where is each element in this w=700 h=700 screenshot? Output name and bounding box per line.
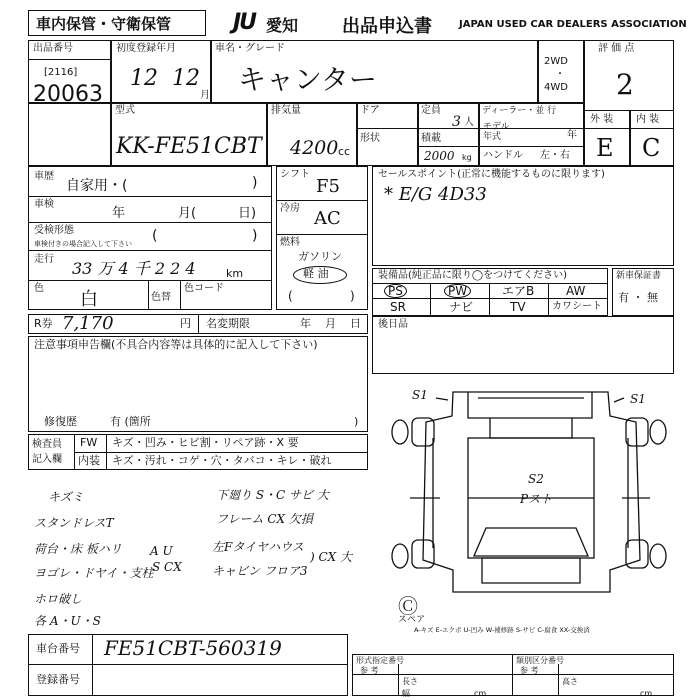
inspection-cert-close: ) xyxy=(252,228,258,244)
first-reg-month: 12 xyxy=(172,66,200,91)
fuel-gasoline: ガソリン xyxy=(298,250,342,263)
interior-label: 内 装 xyxy=(636,114,660,125)
sales-point-box xyxy=(372,166,674,266)
shift-label: シフト xyxy=(280,169,310,180)
mileage-unit: km xyxy=(226,267,244,280)
repair-close: ) xyxy=(354,415,359,428)
inspection-cert-label: 受検形態 xyxy=(34,225,74,236)
notice-label: 注意事項申告欄(不具合内容等は具体的に記入して下さい) xyxy=(34,338,318,351)
displacement-label: 排気量 xyxy=(271,105,301,116)
equipment-label: 装備品(純正品に限り◯をつけてください) xyxy=(378,270,567,281)
interior-value: C xyxy=(642,134,661,162)
org-name: 愛知 xyxy=(266,16,299,35)
note-left-5: ホロ破し xyxy=(34,592,83,606)
inspection-year: 年 xyxy=(112,206,126,221)
spare-label: スペア xyxy=(398,615,426,625)
accessories-box xyxy=(372,316,674,374)
note-left-3: 荷台・床 板ハリ xyxy=(34,542,122,556)
note-mid-1: A U xyxy=(150,544,173,558)
sales-point-value: * E/G 4D33 xyxy=(384,184,487,205)
displacement-unit: cc xyxy=(338,145,351,158)
name-change-month: 月 xyxy=(325,317,336,330)
equip-leather: カワシート xyxy=(552,301,602,312)
equip-sr: SR xyxy=(390,300,406,314)
inspection-label: 車検 xyxy=(34,199,54,210)
inspector-items-ext: キズ・凹み・ヒビ割・リペア跡・X 要 xyxy=(112,436,299,449)
lot-sub: [2116] xyxy=(44,67,78,78)
spec-r1: 形式指定番号 xyxy=(356,656,404,665)
doc-title: 出品申込書 xyxy=(342,16,432,37)
ju-logo: JU xyxy=(233,10,256,35)
sales-point-label: セールスポイント(正常に機能するものに限ります) xyxy=(378,169,605,180)
note-left-4: ヨゴレ・ドヤイ・支柱 xyxy=(34,566,154,580)
first-reg-month-unit: 月 xyxy=(200,90,210,101)
aircon-value: AC xyxy=(314,208,341,229)
first-reg-year: 12 xyxy=(130,66,158,91)
first-reg-label: 初度登録年月 xyxy=(116,43,176,54)
fuel-close: ) xyxy=(350,289,355,303)
color-value: 白 xyxy=(80,289,98,310)
repair-label: 修復歴 xyxy=(44,415,77,428)
exterior-value: E xyxy=(596,134,614,162)
spec-width: 幅 xyxy=(402,689,410,698)
handle-label: ハンドル xyxy=(483,150,523,161)
spec-cm-1: cm xyxy=(474,689,487,698)
drive-4wd: 4WD xyxy=(544,82,568,93)
equip-aw: AW xyxy=(566,284,586,298)
drive-dot: ・ xyxy=(555,69,565,80)
note-mid-2: S CX xyxy=(152,560,182,574)
capacity-label: 定員 xyxy=(421,105,441,116)
spare-mark: Ⓒ xyxy=(398,594,418,618)
inspector-label: 検査員 記入欄 xyxy=(32,439,62,465)
usage-value: 自家用・( xyxy=(66,178,128,194)
displacement-value: 4200 xyxy=(290,137,339,159)
spec-length: 長さ xyxy=(402,677,418,686)
inspection-day: 日) xyxy=(238,206,257,221)
year-unit: 年 xyxy=(567,130,577,141)
model-value: KK-FE51CBT xyxy=(116,134,262,159)
load-unit: kg xyxy=(462,153,472,162)
spec-r2: 類別区分番号 xyxy=(516,656,564,665)
accessories-label: 後日品 xyxy=(378,319,408,330)
note-left-6: 各 A・U・S xyxy=(34,614,101,628)
spec-height: 高さ xyxy=(562,677,578,686)
color-change-label: 色替 xyxy=(151,292,171,303)
recycle-value: 7,170 xyxy=(62,313,114,334)
inspection-month: 月( xyxy=(178,206,197,221)
usage-label: 車歴 xyxy=(34,171,54,182)
equip-pw xyxy=(444,284,471,298)
fuel-label: 燃料 xyxy=(280,237,300,248)
legend: A-キズ E-エクボ U-凹み W-補修跡 S-サビ C-腐食 XX-交換済 xyxy=(414,626,590,634)
note-left-1: キズミ xyxy=(48,490,84,504)
note-right-3: 左Fタイヤハウス xyxy=(212,540,304,554)
model-label: 型式 xyxy=(115,105,135,116)
mileage-label: 走行 xyxy=(34,254,54,265)
fuel-diesel-text: 軽 油 xyxy=(303,267,329,280)
color-label: 色 xyxy=(34,283,44,294)
exterior-label: 外 装 xyxy=(590,114,614,125)
inspector-items-int: キズ・汚れ・コゲ・穴・タバコ・キレ・破れ xyxy=(112,454,332,467)
equip-ps-text: PS xyxy=(384,284,407,298)
diagram-s2: S2 xyxy=(528,472,544,486)
equip-navi: ナビ xyxy=(449,300,474,314)
grade-label: 評 価 点 xyxy=(598,43,635,54)
note-right-2: フレーム CX 欠損 xyxy=(216,512,313,526)
repair-value: 有 (箇所 xyxy=(110,415,151,428)
car-name: キャンター xyxy=(238,63,377,96)
drive-2wd: 2WD xyxy=(544,56,568,67)
capacity-value: 3 xyxy=(452,114,461,130)
title-left: 車内保管・守衛保管 xyxy=(36,15,172,33)
usage-close: ) xyxy=(252,175,258,191)
diagram-s2-sub: Pスト xyxy=(520,492,553,506)
load-value: 2000 xyxy=(424,149,455,163)
diagram-s1-left: S1 xyxy=(412,388,428,402)
equip-ps xyxy=(384,284,407,298)
grade-value: 2 xyxy=(616,68,634,101)
reg-number-label: 登録番号 xyxy=(36,673,80,686)
fuel-paren: ( xyxy=(288,289,293,303)
warranty-label: 新車保証書 xyxy=(616,271,662,281)
diagram-s1-right: S1 xyxy=(630,392,646,406)
name-change-day: 日 xyxy=(350,317,361,330)
note-right-1: 下廻り S・C サビ 大 xyxy=(216,488,329,502)
lot-label: 出品番号 xyxy=(33,43,73,54)
spec-cm-2: cm xyxy=(640,689,653,698)
spec-r1b: 参 考 xyxy=(360,666,379,675)
equip-tv: TV xyxy=(510,300,526,314)
note-right-suffix: ) CX 大 xyxy=(310,550,353,564)
chassis-label: 車台番号 xyxy=(36,642,80,655)
recycle-label: R券 xyxy=(34,317,53,330)
inspection-cert-sub: 車検付きの場合記入して下さい xyxy=(34,240,132,248)
eng-title: JAPAN USED CAR DEALERS ASSOCIATION xyxy=(459,19,687,30)
dealer-label: ディーラー・並 行 xyxy=(482,106,557,116)
inspection-cert-paren: ( xyxy=(152,228,158,244)
warranty-options: 有 ・ 無 xyxy=(618,291,658,304)
shift-value: F5 xyxy=(316,176,340,197)
inspector-naiso: 内装 xyxy=(78,454,100,467)
mileage-value: 33 万 4 千 2 2 4 xyxy=(72,259,196,278)
note-right-4: キャビン フロア3 xyxy=(212,564,308,578)
spec-r2b: 参 考 xyxy=(520,666,539,675)
aircon-label: 冷房 xyxy=(280,203,300,214)
color-code-label: 色コード xyxy=(184,283,224,294)
car-name-label: 車名・グレード xyxy=(215,43,285,54)
model-year-label: モデル 年式 xyxy=(483,122,510,142)
shape-label: 形状 xyxy=(360,133,380,144)
recycle-unit: 円 xyxy=(180,317,191,330)
handle-options: 左・右 xyxy=(540,150,570,161)
name-change-year: 年 xyxy=(300,317,311,330)
chassis-value: FE51CBT-560319 xyxy=(104,636,282,660)
equip-airbag: エアB xyxy=(502,284,535,298)
load-label: 積載 xyxy=(421,133,441,144)
inspector-fw: FW xyxy=(80,436,98,449)
equip-pw-text: PW xyxy=(444,284,471,298)
note-left-2: スタンドレスT xyxy=(34,516,114,530)
name-change-label: 名変期限 xyxy=(206,317,250,330)
door-label: ドア xyxy=(360,105,380,116)
lot-number: 20063 xyxy=(33,82,103,107)
capacity-unit: 人 xyxy=(464,117,474,128)
